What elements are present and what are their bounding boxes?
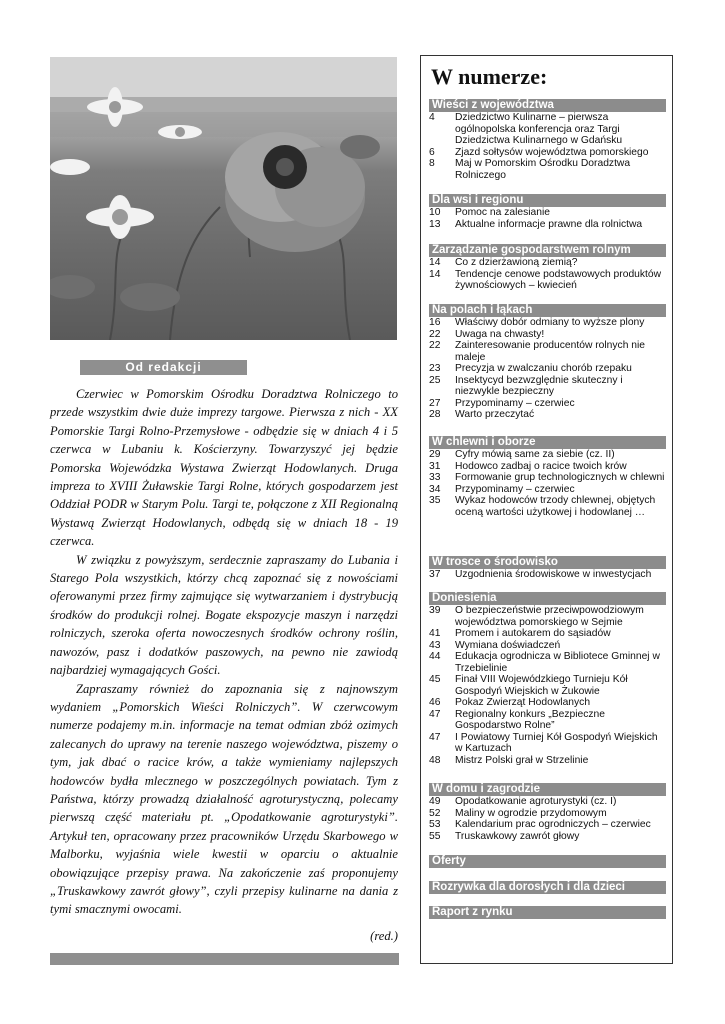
toc-section	[429, 436, 666, 518]
toc-entry-title: Uwaga na chwasty!	[455, 328, 545, 340]
toc-entry	[429, 158, 666, 181]
toc-entry-page: 14	[429, 268, 441, 280]
toc-section-heading: Wieści z województwa	[429, 99, 666, 112]
toc-entry	[429, 831, 666, 843]
toc-entry	[429, 269, 666, 292]
toc-entry	[429, 409, 666, 421]
toc-section-heading: Na polach i łąkach	[429, 304, 666, 317]
toc-section	[429, 194, 666, 230]
toc-entry-page: 45	[429, 674, 441, 685]
toc-entry-title: Opodatkowanie agroturystyki (cz. I)	[455, 796, 617, 807]
toc-entry-title: Maj w Pomorskim Ośrodku Doradztwa Rolniczego	[455, 158, 631, 181]
toc-entry	[429, 674, 666, 697]
toc-section-heading: W domu i zagrodzie	[429, 783, 666, 796]
toc-entry-title: Insektycyd bezwzględnie skuteczny i niezwykle bezpieczny	[455, 374, 623, 397]
toc-entry-page: 4	[429, 112, 435, 123]
toc-entry-page: 27	[429, 397, 441, 409]
toc-entry-title: I Powiatowy Turniej Kół Gospodyń Wiejskich w Kartuzach	[455, 731, 658, 754]
toc-entry-page: 47	[429, 708, 441, 720]
toc-entry	[429, 363, 666, 375]
toc-entry-page: 41	[429, 628, 441, 639]
editorial-heading: Od redakcji	[125, 360, 202, 374]
editorial-paragraph: W związku z powyższym, serdecznie zapraszamy do Lubania i Starego Pola wszystkich, którzy chcą zapoznać się z nowościami oferowanymi przez firmy zajmujące się wytwarzaniem i dystrybucją środków do produkcji rolnej. Bogate ekspozycje maszyn i narzędzi rolniczych, szeroka oferta nowoczesnych środków ochrony roślin, nawozów, pasz i dodatków paszowych, na pewno nie zawiodą najbardziej wymagających Gości.	[50, 552, 398, 678]
toc-entry	[429, 495, 666, 518]
toc-entry	[429, 340, 666, 363]
toc-entry-page: 46	[429, 697, 441, 708]
editorial-paragraph: Czerwiec w Pomorskim Ośrodku Doradztwa Rolniczego to przede wszystkim dwie duże imprezy targowe. Pierwsza z nich - XX Pomorskie Targi Rolno-Przemysłowe - odbędzie się w dniach 4 i 5 czerwca w Lubaniu k. Kościerzyny. Towarzyszyć jej będzie Pomorska Wojewódzka Wystawa Zwierząt Hodowlanych. Druga impreza to XVIII Żuławskie Targi Rolne, których gospodarzem jest Oddział PODR w Starym Polu. Targi te, połączone z XII Regionalną Wystawą Zwierząt Hodowlanych, odbędą się w dniach 18 - 19 czerwca.	[50, 387, 398, 549]
toc-entry	[429, 112, 666, 147]
toc-entry-title: Mistrz Polski grał w Strzelinie	[455, 754, 589, 766]
toc-entry	[429, 605, 666, 628]
toc-entry-title: Wymiana doświadczeń	[455, 639, 561, 651]
toc-entry	[429, 449, 666, 461]
toc-entry	[429, 697, 666, 709]
toc-entry-page: 43	[429, 639, 441, 651]
toc-entry	[429, 329, 666, 341]
toc-entry-page: 29	[429, 449, 441, 460]
toc-section-heading: Dla wsi i regionu	[429, 194, 666, 207]
toc-entry-title: Wykaz hodowców trzody chlewnej, objętych oceną wartości użytkowej i hodowlanej …	[455, 495, 656, 518]
toc-entry	[429, 207, 666, 219]
toc-title: W numerze:	[431, 64, 548, 89]
toc-section	[429, 592, 666, 766]
toc-entry-title: O bezpieczeństwie przeciwpowodziowym województwa pomorskiego w Sejmie	[455, 605, 644, 628]
toc-entry-page: 34	[429, 483, 441, 495]
toc-entry	[429, 147, 666, 159]
toc-entry	[429, 375, 666, 398]
toc-section	[429, 906, 666, 919]
toc-entry-page: 13	[429, 218, 441, 230]
toc-entry-page: 47	[429, 731, 441, 743]
toc-entry-page: 14	[429, 257, 441, 268]
toc-entry-title: Formowanie grup technologicznych w chlewni	[455, 472, 665, 483]
toc-entry-title: Hodowco zadbaj o racice twoich krów	[455, 460, 627, 472]
toc-entry-title: Warto przeczytać	[455, 409, 535, 420]
editorial-paragraph: Zapraszamy również do zapoznania się z najnowszym wydaniem „Pomorskich Wieści Rolniczych”. W czerwcowym numerze podajemy m.in. informacje na temat odmian zbóż ozimych zalecanych do uprawy na terenie naszego województwa, piszemy o tym, jak dbać o racice krów, a także wymieniamy najlepszych hodowców bydła mlecznego w poszczególnych powiatach. Tym z Państwa, którzy prowadzą działalność agroturystyczną, polecamy pierwszą część materiału pt. „Opodatkowanie agroturystyki”. Artykuł ten, opracowany przez pracowników Urzędu Skarbowego w Malborku, wyjaśnia wiele kwestii w oparciu o aktualnie obowiązujące przepisy prawa. Na zakończenie zaś proponujemy „Truskawkowy zawrót głowy”, czyli przepisy kulinarne na dania z tymi smacznymi owocami.	[50, 681, 398, 917]
toc-entry-title: Maliny w ogrodzie przydomowym	[455, 807, 607, 819]
toc-entry	[429, 628, 666, 640]
toc-entry-title: Aktualne informacje prawne dla rolnictwa	[455, 218, 643, 230]
toc-entry	[429, 317, 666, 329]
toc-entry-title: Truskawkowy zawrót głowy	[455, 830, 580, 842]
toc-entry-page: 53	[429, 819, 441, 830]
toc-entry	[429, 257, 666, 269]
toc-entry	[429, 569, 666, 581]
toc-section	[429, 99, 666, 181]
cover-photo-poppy-field	[50, 57, 397, 340]
toc-entry-title: Edukacja ogrodnicza w Bibliotece Gminnej w Trzebielinie	[455, 651, 660, 674]
toc-entry-title: Cyfry mówią same za siebie (cz. II)	[455, 449, 615, 460]
toc-entry-page: 35	[429, 495, 441, 506]
toc-entry	[429, 219, 666, 231]
toc-section	[429, 783, 666, 842]
table-of-contents	[420, 55, 673, 964]
toc-section	[429, 855, 666, 868]
toc-entry	[429, 808, 666, 820]
toc-section-heading: W trosce o środowisko	[429, 556, 666, 569]
toc-entry-page: 44	[429, 651, 441, 662]
toc-entry-page: 25	[429, 374, 441, 386]
toc-section	[429, 244, 666, 292]
toc-entry	[429, 461, 666, 473]
toc-section	[429, 881, 666, 894]
toc-entry-page: 22	[429, 328, 441, 340]
toc-entry-page: 48	[429, 754, 441, 766]
toc-entry	[429, 640, 666, 652]
toc-entry-title: Regionalny konkurs „Bezpieczne Gospodarstwo Rolne”	[455, 708, 605, 731]
toc-entry	[429, 472, 666, 484]
toc-entry	[429, 709, 666, 732]
toc-entry-page: 28	[429, 409, 441, 420]
toc-section-heading: Rozrywka dla dorosłych i dla dzieci	[429, 881, 666, 894]
toc-entry-page: 39	[429, 605, 441, 616]
toc-section-heading: Doniesienia	[429, 592, 666, 605]
toc-entry-page: 10	[429, 207, 441, 218]
toc-entry-title: Właściwy dobór odmiany to wyższe plony	[455, 317, 645, 328]
toc-entry-title: Przypominamy – czerwiec	[455, 483, 575, 495]
toc-section-heading: Raport z rynku	[429, 906, 666, 919]
toc-entry-title: Tendencje cenowe podstawowych produktów żywnościowych – kwiecień	[455, 268, 662, 291]
toc-entry	[429, 651, 666, 674]
toc-entry	[429, 732, 666, 755]
toc-entry-title: Dziedzictwo Kulinarne – pierwsza ogólnopolska konferencja oraz Targi Dziedzictwa Kulinarnego w Gdańsku	[455, 112, 623, 146]
toc-entry-page: 31	[429, 460, 441, 472]
toc-entry-title: Zjazd sołtysów województwa pomorskiego	[455, 146, 649, 158]
toc-entry	[429, 796, 666, 808]
toc-entry-title: Uzgodnienia środowiskowe w inwestycjach	[455, 569, 652, 580]
toc-entry-page: 16	[429, 317, 441, 328]
bottom-divider-bar	[50, 953, 399, 965]
toc-entry-page: 33	[429, 472, 441, 483]
toc-entry	[429, 398, 666, 410]
toc-section-heading: W chlewni i oborze	[429, 436, 666, 449]
toc-entry-page: 52	[429, 807, 441, 819]
toc-entry-title: Zainteresowanie producentów rolnych nie maleje	[455, 340, 646, 363]
toc-entry-title: Kalendarium prac ogrodniczych – czerwiec	[455, 819, 651, 830]
toc-entry	[429, 484, 666, 496]
toc-entry-page: 49	[429, 796, 441, 807]
toc-entry-page: 37	[429, 569, 441, 580]
editorial-article	[50, 385, 398, 945]
toc-entry-title: Pokaz Zwierząt Hodowlanych	[455, 697, 591, 708]
toc-entry-page: 8	[429, 158, 435, 169]
toc-entry-title: Co z dzierżawioną ziemią?	[455, 257, 578, 268]
toc-entry-title: Pomoc na zalesianie	[455, 207, 551, 218]
toc-entry-title: Finał VIII Wojewódzkiego Turnieju Kół Gospodyń Wiejskich w Żukowie	[455, 674, 628, 697]
toc-entry-title: Przypominamy – czerwiec	[455, 397, 575, 409]
toc-section-heading: Zarządzanie gospodarstwem rolnym	[429, 244, 666, 257]
editorial-signature: (red.)	[370, 928, 398, 943]
toc-entry-page: 6	[429, 146, 435, 158]
toc-section	[429, 304, 666, 421]
toc-entry-title: Promem i autokarem do sąsiadów	[455, 628, 611, 639]
toc-entry	[429, 755, 666, 767]
toc-entry	[429, 819, 666, 831]
toc-section	[429, 556, 666, 581]
toc-entry-page: 55	[429, 830, 441, 842]
toc-section-heading: Oferty	[429, 855, 666, 868]
toc-entry-page: 22	[429, 340, 441, 351]
editorial-heading-band	[80, 360, 247, 375]
toc-entry-title: Precyzja w zwalczaniu chorób rzepaku	[455, 363, 632, 374]
toc-entry-page: 23	[429, 363, 441, 374]
